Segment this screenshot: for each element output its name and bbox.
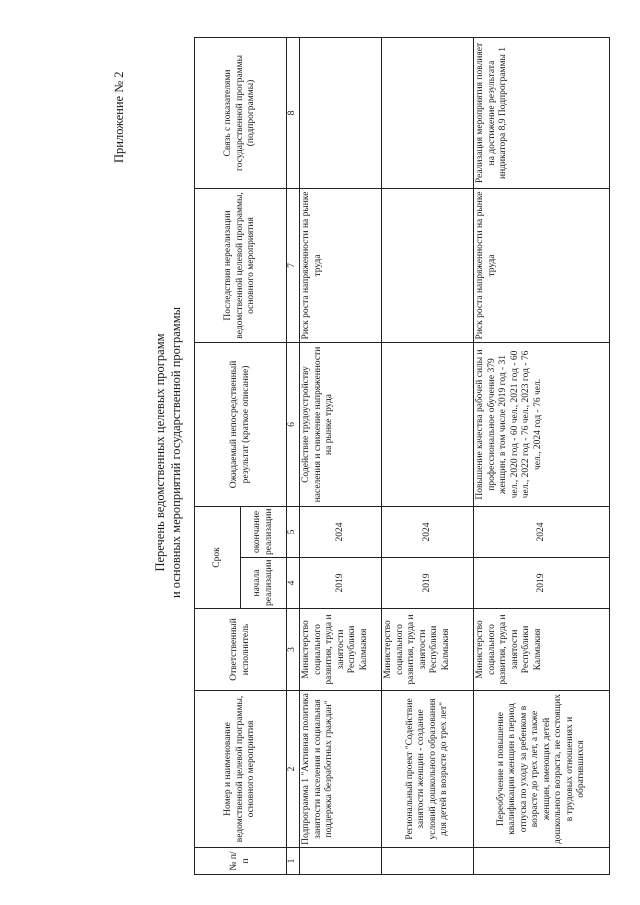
indicator-link	[300, 37, 382, 188]
consequences: Риск роста напряженности на рынке труда	[300, 188, 382, 342]
indicator-link	[382, 37, 474, 188]
table-row	[474, 37, 610, 874]
program-name: Региональный проект "Содействие занятости женщин - создание условий дошкольного образования для детей в возрасте до трех лет"	[382, 691, 474, 848]
end-year: 2024	[382, 506, 474, 557]
column-number: 7	[287, 188, 300, 342]
column-number: 1	[287, 848, 300, 875]
header-indicator-link: Связь с показателями государственной программы (подпрограммы)	[195, 37, 287, 188]
column-number: 3	[287, 609, 300, 691]
table-row	[382, 37, 474, 874]
column-number: 2	[287, 691, 300, 848]
row-number	[300, 848, 382, 875]
column-number: 5	[287, 506, 300, 557]
start-year: 2019	[382, 558, 474, 609]
column-number-row	[287, 37, 300, 874]
start-year: 2019	[300, 558, 382, 609]
title-line-2: и основных мероприятий государственной программы	[169, 306, 183, 599]
header-program-name: Номер и наименование ведомственной целевой программы, основного мероприятия	[195, 691, 287, 848]
column-number: 4	[287, 558, 300, 609]
header-executor: Ответственный исполнитель	[195, 609, 287, 691]
consequences: Риск роста напряженности на рынке труда	[474, 188, 610, 342]
programs-table	[194, 37, 610, 875]
expected-result	[382, 342, 474, 506]
executor: Министерство социального развития, труда и занятости Республики Калмыкия	[382, 609, 474, 691]
end-year: 2024	[300, 506, 382, 557]
program-name: Переобучение и повышение квалификации женщин в период отпуска по уходу за ребенком в возрасте до трех лет, а также женщин, имеющих детей дошкольного возраста, не состоящих в трудовых отношениях и обратившихся	[474, 691, 610, 848]
title-line-1: Перечень ведомственных целевых программ	[153, 333, 167, 572]
end-year: 2024	[474, 506, 610, 557]
executor: Министерство социального развития, труда и занятости Республики Калмыкия	[474, 609, 610, 691]
document-title	[152, 0, 184, 905]
table-row	[300, 37, 382, 874]
header-term: Срок	[195, 506, 241, 608]
row-number	[474, 848, 610, 875]
header-expected-result: Ожидаемый непосредственный результат (краткое описание)	[195, 342, 287, 506]
indicator-link: Реализация мероприятия повлияет на достижение результата индикатора 8,9 Подпрограммы 1	[474, 37, 610, 188]
header-number: № п/п	[195, 848, 287, 875]
header-term-end: окончание реализации	[241, 506, 287, 557]
column-number: 6	[287, 342, 300, 506]
expected-result: Содействие трудоустройству населения и снижение напряженности на рынке труда	[300, 342, 382, 506]
column-number: 8	[287, 37, 300, 188]
start-year: 2019	[474, 558, 610, 609]
appendix-label: Приложение № 2	[112, 71, 126, 163]
header-consequences: Последствия нереализации ведомственной целевой программы, основного мероприятия	[195, 188, 287, 342]
row-number	[382, 848, 474, 875]
executor: Министерство социального развития, труда и занятости Республики Калмыкия	[300, 609, 382, 691]
expected-result: Повышение качества рабочей силы и профессиональное обучение 379 женщин, в том числе 2019 год - 31 чел., 2020 год - 60 чел., 2021 год - 60 чел., 2022 год - 76 чел., 2023 год - 76 чел., 2024 год - 76 чел.	[474, 342, 610, 506]
program-name: Подпрограмма 1 "Активная политика занятости населения и социальная поддержка безработных граждан"	[300, 691, 382, 848]
header-term-start: начала реализации	[241, 558, 287, 609]
header-row	[195, 37, 241, 874]
consequences	[382, 188, 474, 342]
